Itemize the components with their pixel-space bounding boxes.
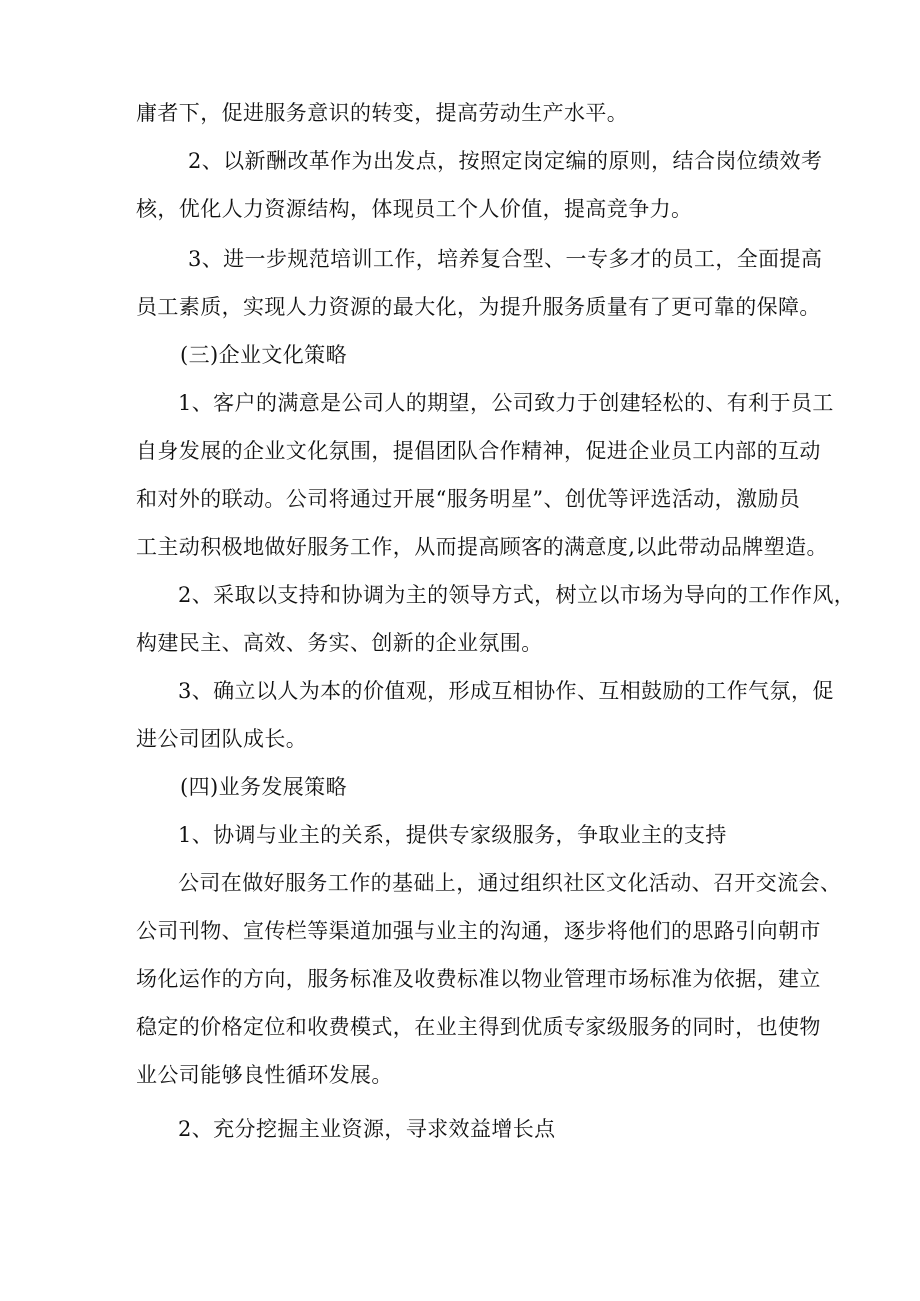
- culture-item-3-line-2: 进公司团队成长。: [136, 727, 308, 751]
- list-item-3-line-2: 员工素质，实现人力资源的最大化，为提升服务质量有了更可靠的保障。: [136, 295, 821, 319]
- body-line: 庸者下，促进服务意识的转变，提高劳动生产水平。: [136, 101, 629, 125]
- culture-item-1-line-3: 和对外的联动。公司将通过开展“服务明星”、创优等评选活动，激励员: [136, 487, 801, 511]
- business-para-line-2: 公司刊物、宣传栏等渠道加强与业主的沟通，逐步将他们的思路引向朝市: [136, 919, 821, 943]
- culture-item-1-line-1: 1、客户的满意是公司人的期望，公司致力于创建轻松的、有利于员工: [178, 391, 834, 415]
- business-item-1: 1、协调与业主的关系，提供专家级服务，争取业主的支持: [178, 823, 727, 847]
- list-item-3-line-1: 3、进一步规范培训工作，培养复合型、一专多才的员工，全面提高: [188, 247, 823, 271]
- business-para-line-1: 公司在做好服务工作的基础上，通过组织社区文化活动、召开交流会、: [178, 871, 842, 895]
- business-item-2: 2、充分挖掘主业资源，寻求效益增长点: [178, 1117, 556, 1141]
- section-heading-culture: (三)企业文化策略: [180, 343, 347, 367]
- business-para-line-3: 场化运作的方向，服务标准及收费标准以物业管理市场标准为依据，建立: [136, 967, 821, 991]
- list-item-2-line-1: 2、以新酬改革作为出发点，按照定岗定编的原则，结合岗位绩效考: [188, 149, 823, 173]
- culture-item-3-line-1: 3、确立以人为本的价值观，形成互相协作、互相鼓励的工作气氛，促: [178, 679, 834, 703]
- section-heading-business: (四)业务发展策略: [180, 775, 347, 799]
- business-para-line-4: 稳定的价格定位和收费模式，在业主得到优质专家级服务的同时，也使物: [136, 1015, 821, 1039]
- culture-item-2-line-1: 2、采取以支持和协调为主的领导方式，树立以市场为导向的工作作风，: [178, 583, 856, 607]
- business-para-line-5: 业公司能够良性循环发展。: [136, 1063, 393, 1087]
- culture-item-1-line-2: 自身发展的企业文化氛围，提倡团队合作精神，促进企业员工内部的互动: [136, 439, 821, 463]
- list-item-2-line-2: 核，优化人力资源结构，体现员工个人价值，提高竞争力。: [136, 197, 693, 221]
- culture-item-2-line-2: 构建民主、高效、务实、创新的企业氛围。: [136, 631, 543, 655]
- culture-item-1-line-4: 工主动积极地做好服务工作，从而提高顾客的满意度,以此带动品牌塑造。: [136, 535, 828, 559]
